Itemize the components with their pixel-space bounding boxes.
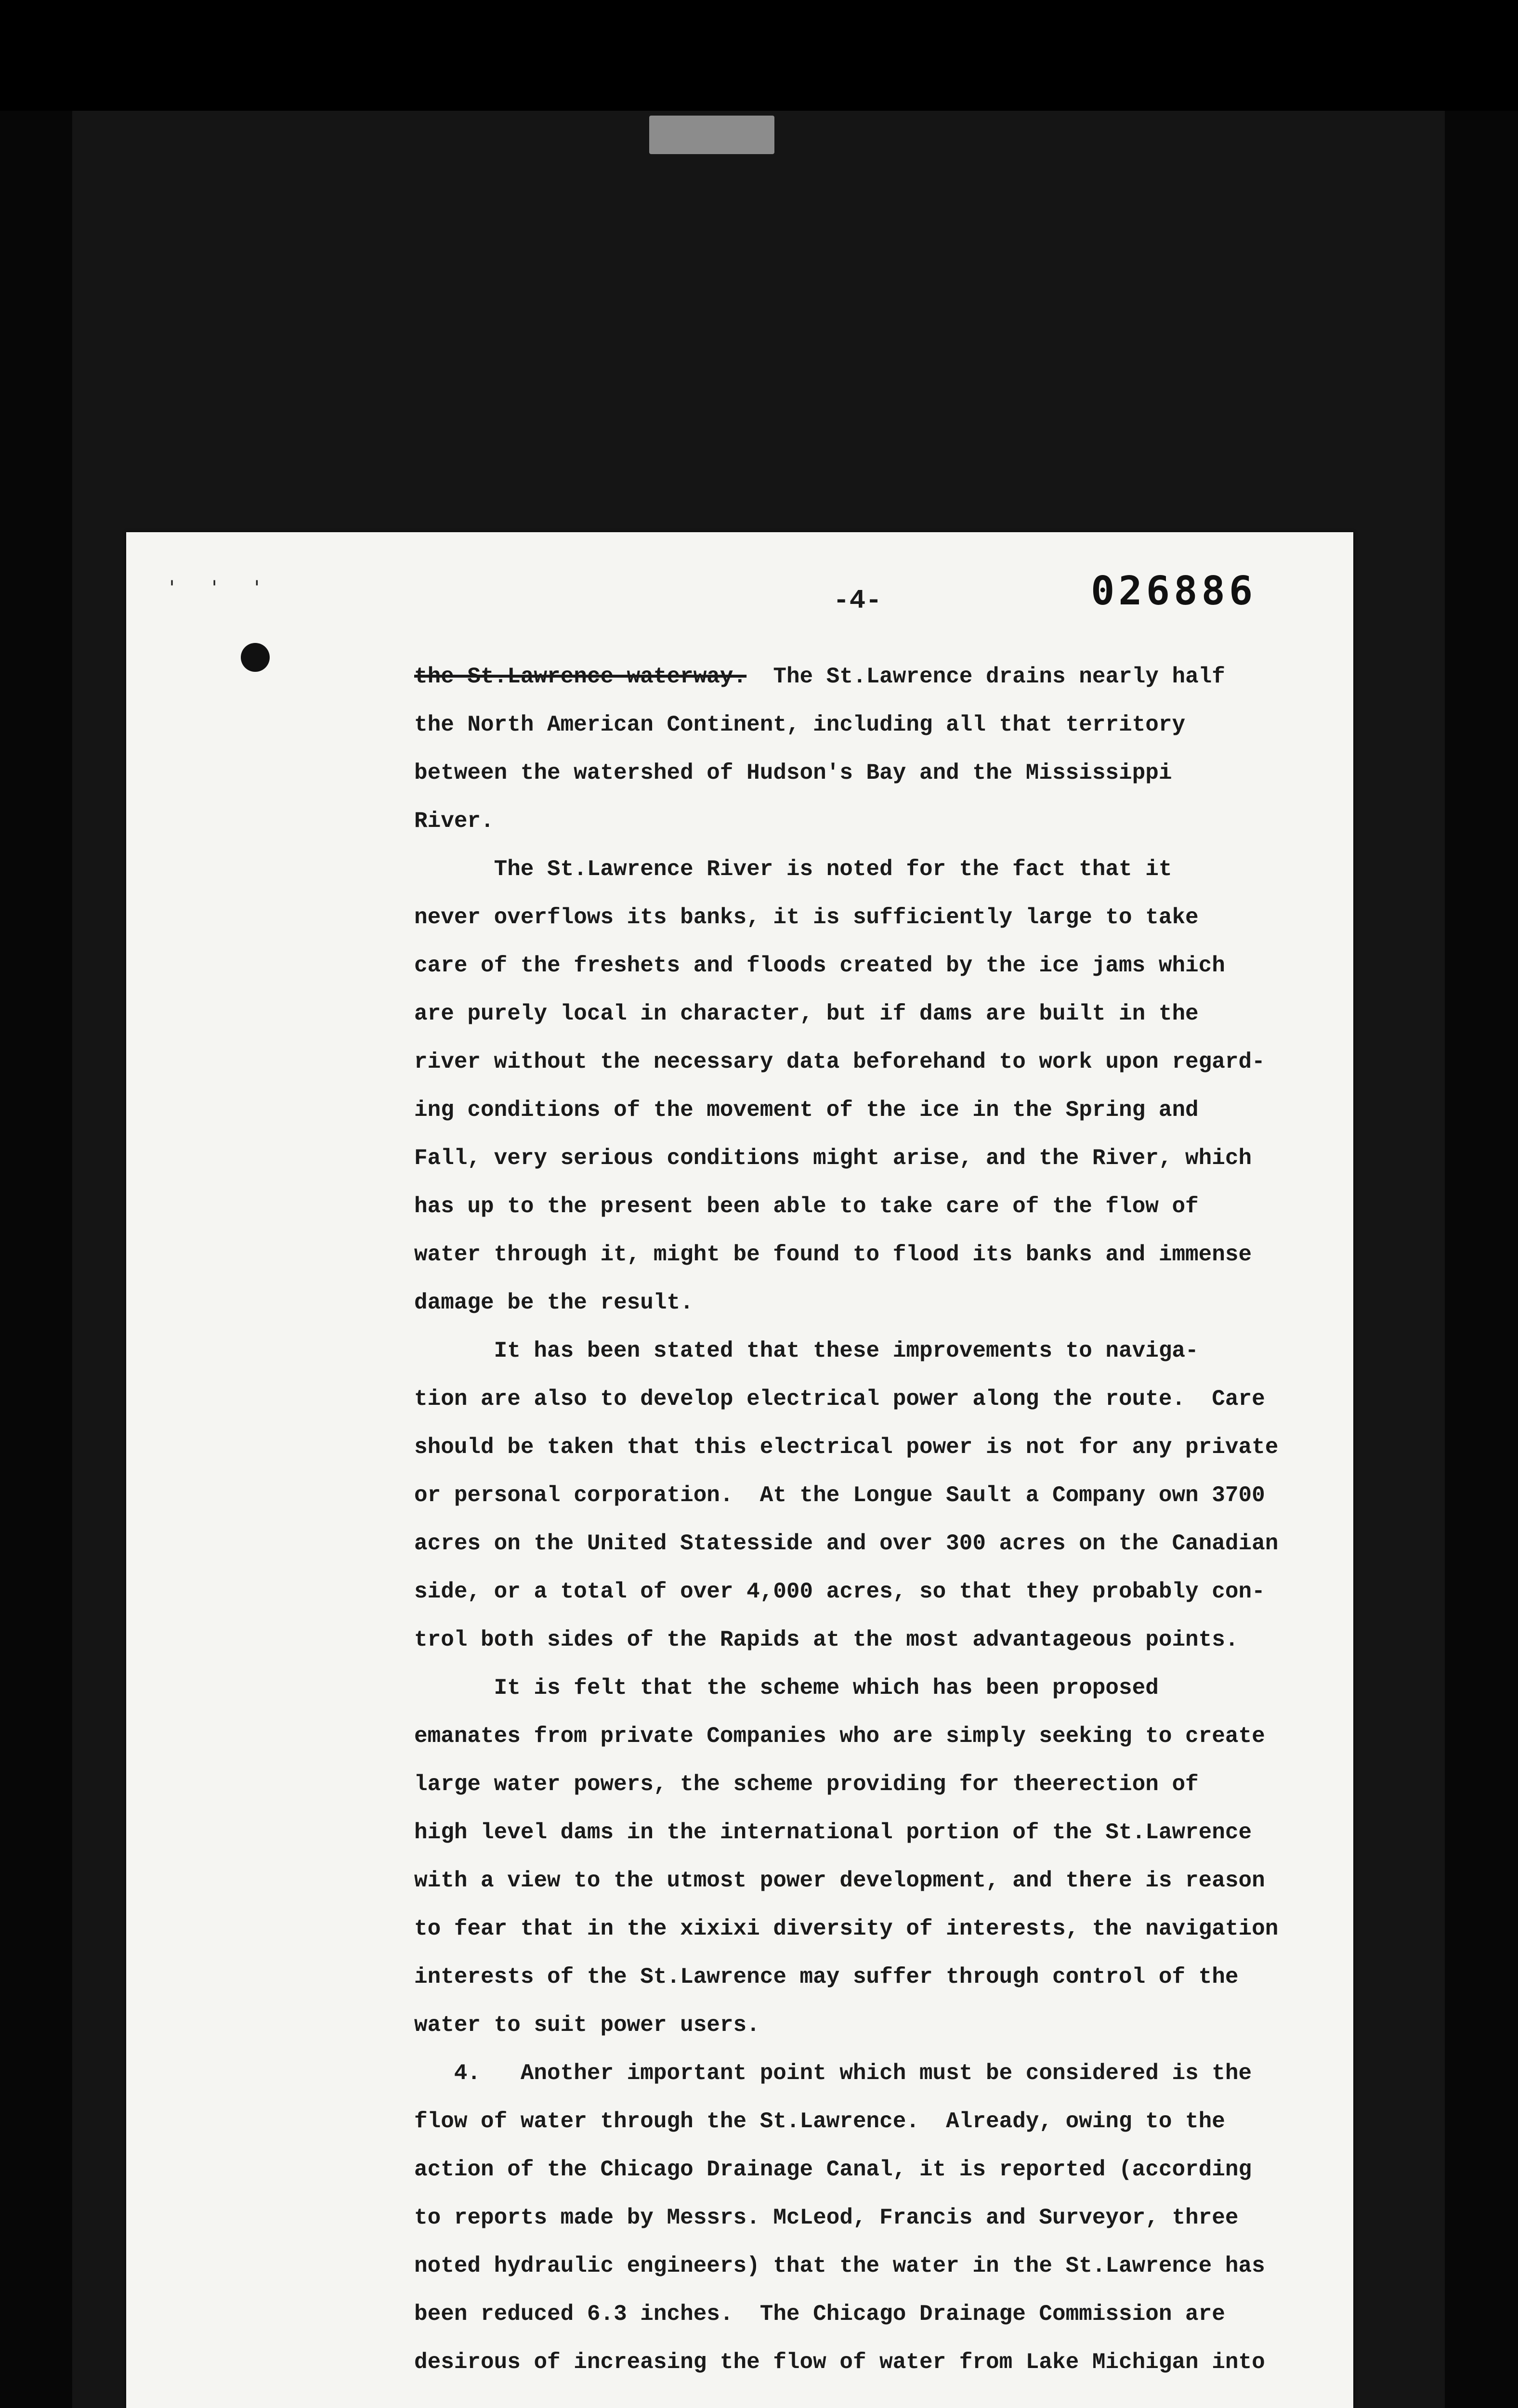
document-body (414, 653, 1353, 2386)
line-text: 4. Another important point which must be considered is the (454, 2061, 1252, 2086)
line-text: emanates from private Companies who are simply seeking to create (414, 1724, 1265, 1749)
line-text: Fall, very serious conditions might arise, and the River, which (414, 1146, 1252, 1171)
line-text: to reports made by Messrs. McLeod, Francis and Surveyor, three (414, 2205, 1239, 2230)
document-line (414, 845, 1353, 893)
document-line (414, 1134, 1353, 1182)
document-line (414, 1905, 1353, 1953)
line-text: large water powers, the scheme providing for theerection of (414, 1772, 1199, 1797)
document-line (414, 1857, 1353, 1905)
document-line (414, 2338, 1353, 2386)
line-text: never overflows its banks, it is sufficiently large to take (414, 905, 1199, 930)
line-text: been reduced 6.3 inches. The Chicago Drainage Commission are (414, 2302, 1225, 2327)
line-text: should be taken that this electrical power is not for any private (414, 1435, 1279, 1460)
document-line (414, 2194, 1353, 2242)
line-text: water through it, might be found to flood its banks and immense (414, 1242, 1252, 1267)
document-line (414, 2290, 1353, 2338)
document-line (414, 1423, 1353, 1471)
document-line (414, 1953, 1353, 2001)
line-text: desirous of increasing the flow of water from Lake Michigan into (414, 2350, 1265, 2375)
top-film-band (0, 0, 1518, 111)
line-text: care of the freshets and floods created by the ice jams which (414, 953, 1225, 978)
line-text: damage be the result. (414, 1290, 694, 1315)
line-text: trol both sides of the Rapids at the most advantageous points. (414, 1627, 1239, 1652)
document-line (414, 990, 1353, 1038)
line-text: or personal corporation. At the Longue Sault a Company own 3700 (414, 1483, 1265, 1508)
document-line (414, 942, 1353, 990)
document-line (414, 1038, 1353, 1086)
document-line (414, 1519, 1353, 1568)
document-line (414, 1375, 1353, 1423)
document-line (414, 2097, 1353, 2146)
document-line (414, 1616, 1353, 1664)
film-tab (649, 116, 774, 154)
document-line (414, 893, 1353, 942)
document-line (414, 1230, 1353, 1279)
document-line (414, 1664, 1353, 1712)
line-text: It is felt that the scheme which has been proposed (494, 1675, 1159, 1701)
struck-text: the St.Lawrence waterway. (414, 664, 747, 689)
line-text: with a view to the utmost power development, and there is reason (414, 1868, 1265, 1893)
line-text: to fear that in the xixixi diversity of interests, the navigation (414, 1916, 1279, 1941)
document-line (414, 701, 1353, 749)
line-text: are purely local in character, but if dams are built in the (414, 1001, 1199, 1026)
line-text: between the watershed of Hudson's Bay and the Mississippi (414, 760, 1172, 785)
line-text: river without the necessary data beforehand to work upon regard- (414, 1049, 1265, 1074)
document-line (414, 2001, 1353, 2049)
punch-hole (241, 643, 270, 672)
document-line (414, 797, 1353, 845)
line-text: ing conditions of the movement of the ice in the Spring and (414, 1098, 1199, 1123)
document-line (414, 2242, 1353, 2290)
line-text: It has been stated that these improvements to naviga- (494, 1338, 1199, 1363)
document-line (414, 2146, 1353, 2194)
line-text: the North American Continent, including all that territory (414, 712, 1186, 737)
line-text: acres on the United Statesside and over 300 acres on the Canadian (414, 1531, 1279, 1556)
line-text: tion are also to develop electrical power along the route. Care (414, 1387, 1265, 1412)
line-text: high level dams in the international portion of the St.Lawrence (414, 1820, 1252, 1845)
document-line (414, 2049, 1353, 2097)
document-line (414, 1327, 1353, 1375)
line-text: action of the Chicago Drainage Canal, it is reported (according (414, 2157, 1252, 2182)
line-text: The St.Lawrence drains nearly half (746, 664, 1225, 689)
line-text: water to suit power users. (414, 2013, 760, 2038)
line-text: interests of the St.Lawrence may suffer through control of the (414, 1964, 1239, 1989)
document-id-stamp: 026886 (1091, 568, 1257, 614)
line-text: The St.Lawrence River is noted for the fact that it (494, 857, 1172, 882)
line-text: flow of water through the St.Lawrence. Already, owing to the (414, 2109, 1225, 2134)
document-line (414, 1760, 1353, 1808)
document-line (414, 1279, 1353, 1327)
document-line (414, 1471, 1353, 1519)
page-number: -4- (833, 585, 882, 616)
line-text: River. (414, 809, 494, 834)
document-line (414, 1568, 1353, 1616)
margin-specks: ' ' ' (166, 577, 273, 599)
line-text: noted hydraulic engineers) that the water in the St.Lawrence has (414, 2253, 1265, 2278)
document-line (414, 1086, 1353, 1134)
line-text: side, or a total of over 4,000 acres, so that they probably con- (414, 1579, 1265, 1604)
document-line (414, 1712, 1353, 1760)
document-line (414, 1808, 1353, 1857)
document-line (414, 749, 1353, 797)
line-text: has up to the present been able to take care of the flow of (414, 1194, 1199, 1219)
document-line (414, 653, 1353, 701)
document-line (414, 1182, 1353, 1230)
